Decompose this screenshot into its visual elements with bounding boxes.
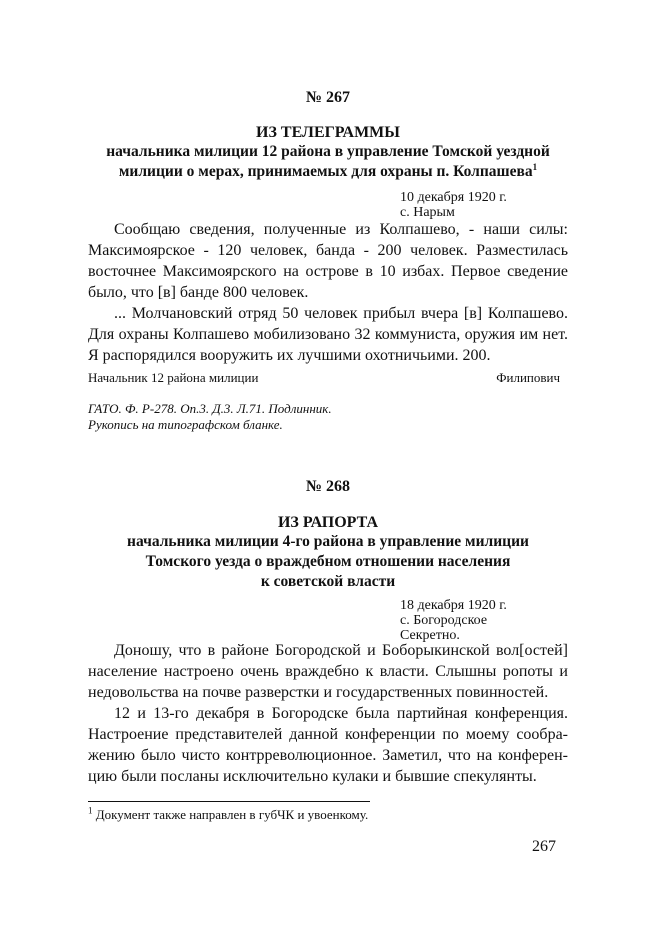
doc268-place: с. Богородское	[400, 613, 488, 628]
doc267-source-line2: Рукопись на типографском бланке.	[88, 417, 283, 432]
doc268-secrecy: Секретно.	[400, 628, 460, 643]
footnote-divider	[88, 801, 370, 802]
doc267-signature-name: Филипович	[496, 370, 560, 385]
doc267-subheading-line1: начальника милиции 12 района в управление Томской уездной	[106, 143, 550, 160]
doc267-subheading-line2-text: милиции о мерах, принимаемых для охраны п. Колпашева	[118, 163, 533, 180]
footnote	[88, 807, 368, 823]
doc267-paragraph-1: Сообщаю сведения, полученные из Колпашево, - наши силы: Максимоярское - 120 человек, банда - 200 человек. Разместилась восточнее Максимоярского на острове в 10 избах. Первое сведение было, что [в] банде 800 человек.	[88, 221, 568, 301]
doc267-paragraph-2: ... Молчановский отряд 50 человек прибыл вчера [в] Колпашево. Для охраны Колпашево мобилизовано 32 коммуниста, оружия им нет. Я распорядился вооружить их лучшими охотничьими. 200.	[88, 305, 568, 364]
doc268-body	[88, 640, 568, 787]
doc268-subheading-line1: начальника милиции 4-го района в управление милиции	[127, 533, 529, 550]
doc267-heading: ИЗ ТЕЛЕГРАММЫ	[256, 124, 400, 141]
doc268-number: № 268	[305, 478, 351, 495]
doc267-number: № 267	[305, 89, 351, 106]
doc267-subheading-line2	[70, 162, 586, 182]
doc268-date: 18 декабря 1920 г.	[400, 598, 507, 613]
doc267-signature-title: Начальник 12 района милиции	[88, 370, 259, 385]
doc268-subheading-line3: к советской власти	[260, 573, 396, 590]
doc267-place: с. Нарым	[400, 205, 455, 220]
page-number: 267	[532, 838, 556, 855]
doc267-body	[88, 219, 568, 366]
doc267-source-line1: ГАТО. Ф. Р-278. Оп.3. Д.3. Л.71. Подлинник.	[88, 401, 332, 416]
doc268-subheading-line2: Томского уезда о враждебном отношении населения	[145, 553, 511, 570]
doc268-heading: ИЗ РАПОРТА	[277, 514, 379, 531]
doc267-footnote-mark: 1	[532, 161, 538, 172]
doc268-paragraph-2: 12 и 13-го декабря в Богородске была партийная конференция. Настроение представителей данной конференции по моему соображению было чисто контрреволюционное. Заметил, что на конференцию были посланы исключительно кулаки и бывшие спекулянты.	[88, 705, 568, 785]
doc267-date: 10 декабря 1920 г.	[400, 190, 507, 205]
doc267-subheading	[70, 142, 586, 182]
footnote-mark: 1	[88, 805, 93, 816]
footnote-text: Документ также направлен в губЧК и увоенкому.	[95, 807, 369, 822]
doc268-paragraph-1: Доношу, что в районе Богородской и Боборыкинской вол[остей] население настроено очень враждебно к власти. Слышны ропоты и недовольства на почве разверстки и государственных повинностей.	[88, 642, 568, 701]
doc268-subheading	[88, 532, 568, 592]
